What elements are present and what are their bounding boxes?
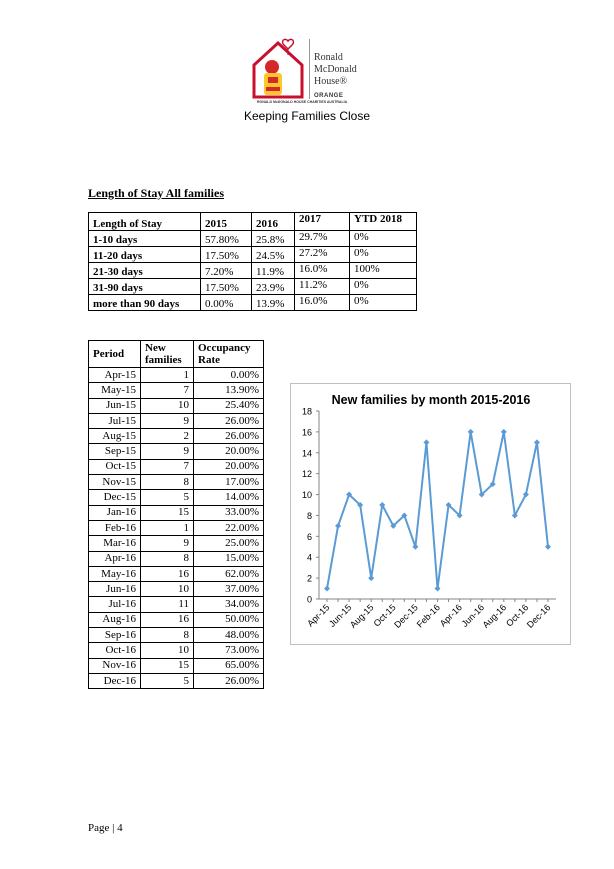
cell-2015: 7.20% [201,263,252,279]
occupancy-cell: 48.00% [194,628,264,643]
occupancy-cell: 25.40% [194,398,264,413]
table-row [89,398,264,413]
y-tick-label: 6 [306,531,312,542]
period-cell: Aug-15 [89,429,141,444]
period-cell: Nov-16 [89,658,141,673]
cell-ytd-2018: 0% [350,295,417,311]
occupancy-cell: 62.00% [194,566,264,581]
table-row [89,459,264,474]
table-row [89,612,264,627]
period-cell: Aug-16 [89,612,141,627]
table-header-row [89,213,417,231]
data-point [368,575,374,581]
cell-2015: 17.50% [201,279,252,295]
cell-2015: 57.80% [201,231,252,247]
row-label: 1-10 days [89,231,201,247]
new-families-cell: 8 [141,551,194,566]
new-families-cell: 5 [141,490,194,505]
line-chart [291,384,570,644]
cell-2016: 13.9% [252,295,295,311]
new-families-cell: 9 [141,413,194,428]
occupancy-cell: 25.00% [194,536,264,551]
table-row [89,413,264,428]
x-tick-label: Feb-16 [414,602,442,630]
period-cell: May-15 [89,383,141,398]
data-point [435,586,441,592]
table-row [89,536,264,551]
period-cell: Nov-15 [89,475,141,490]
tagline: Keeping Families Close [243,109,371,123]
logo-name-line3: House® [314,76,348,87]
cell-2017: 11.2% [295,279,350,295]
cell-2016: 24.5% [252,247,295,263]
period-cell: Sep-15 [89,444,141,459]
x-tick-label: Oct-15 [371,602,398,629]
occupancy-cell: 73.00% [194,643,264,658]
cell-2015: 0.00% [201,295,252,311]
period-cell: Mar-16 [89,536,141,551]
cell-ytd-2018: 0% [350,247,417,263]
cell-2016: 11.9% [252,263,295,279]
cell-2015: 17.50% [201,247,252,263]
table-row [89,658,264,673]
period-cell: Dec-16 [89,673,141,688]
period-cell: Oct-16 [89,643,141,658]
new-families-cell: 10 [141,643,194,658]
table-row [89,628,264,643]
period-cell: Jun-15 [89,398,141,413]
cell-ytd-2018: 0% [350,231,417,247]
section-title: Length of Stay All families [88,186,225,200]
logo-divider [309,39,310,99]
occupancy-cell: 26.00% [194,673,264,688]
y-tick-label: 16 [301,427,312,438]
occupancy-cell: 20.00% [194,459,264,474]
header-cell: 2016 [252,213,295,231]
chart-title: New families by month 2015-2016 [331,393,531,407]
row-label: more than 90 days [89,295,201,311]
data-point [545,544,551,550]
x-tick-label: Dec-15 [392,602,420,630]
table-row [89,368,264,383]
new-families-table [88,340,264,689]
occupancy-cell: 26.00% [194,413,264,428]
occupancy-cell: 33.00% [194,505,264,520]
period-cell: Jun-16 [89,582,141,597]
cell-ytd-2018: 0% [350,279,417,295]
period-cell: Jul-16 [89,597,141,612]
occupancy-cell: 14.00% [194,490,264,505]
table-row [89,383,264,398]
logo-name-line1: Ronald [314,52,343,63]
new-families-cell: 10 [141,582,194,597]
table-row [89,279,417,295]
y-tick-label: 2 [306,573,312,584]
y-tick-label: 10 [301,490,312,501]
new-families-cell: 5 [141,673,194,688]
y-tick-label: 12 [301,469,312,480]
new-families-cell: 15 [141,658,194,673]
x-tick-label: Apr-16 [437,602,465,629]
new-families-cell: 9 [141,444,194,459]
logo-charities-text: RONALD McDONALD HOUSE CHARITIES AUSTRALIA [257,100,348,104]
logo-wordmark [314,52,357,102]
table-row [89,444,264,459]
cell-ytd-2018: 100% [350,263,417,279]
y-tick-label: 0 [306,594,312,605]
new-families-cell: 10 [141,398,194,413]
x-tick-label: Jun-16 [459,602,487,629]
data-point [501,429,507,435]
data-point [324,586,330,592]
header-cell: YTD 2018 [350,213,417,231]
header-cell-new-families: New families [141,341,194,368]
period-cell: Jul-15 [89,413,141,428]
table-header-row [89,341,264,368]
cell-2016: 23.9% [252,279,295,295]
occupancy-cell: 0.00% [194,368,264,383]
occupancy-cell: 13.90% [194,383,264,398]
table-row [89,597,264,612]
occupancy-cell: 26.00% [194,429,264,444]
cell-2017: 29.7% [295,231,350,247]
data-point [412,544,418,550]
row-label: 31-90 days [89,279,201,295]
table-row [89,520,264,535]
new-families-cell: 1 [141,520,194,535]
new-families-cell: 9 [141,536,194,551]
cell-2017: 16.0% [295,295,350,311]
cell-2017: 27.2% [295,247,350,263]
cell-2016: 25.8% [252,231,295,247]
occupancy-cell: 17.00% [194,475,264,490]
period-cell: Jan-16 [89,505,141,520]
x-tick-label: Aug-15 [348,602,376,630]
new-families-cell: 16 [141,566,194,581]
logo-name-line2: McDonald [314,64,357,75]
new-families-cell: 11 [141,597,194,612]
new-families-cell: 15 [141,505,194,520]
x-tick-label: Jun-15 [326,602,354,629]
occupancy-cell: 22.00% [194,520,264,535]
table-row [89,490,264,505]
period-cell: Dec-15 [89,490,141,505]
header-cell-period: Period [89,341,141,368]
series-line [327,432,548,589]
x-tick-label: Aug-16 [480,602,509,630]
header-cell: 2017 [295,213,350,231]
x-tick-label: Apr-15 [305,602,332,629]
data-point [335,523,341,529]
period-cell: May-16 [89,566,141,581]
table-row [89,231,417,247]
new-families-cell: 7 [141,459,194,474]
new-families-cell: 7 [141,383,194,398]
period-cell: Oct-15 [89,459,141,474]
page-number: Page | 4 [88,822,123,834]
occupancy-cell: 65.00% [194,658,264,673]
period-table-body [89,368,264,689]
header-cell: Length of Stay [89,213,201,231]
length-of-stay-table [88,212,417,311]
row-label: 11-20 days [89,247,201,263]
cell-2017: 16.0% [295,263,350,279]
rmhc-logo [248,35,378,110]
occupancy-cell: 15.00% [194,551,264,566]
y-tick-label: 4 [306,552,312,563]
data-point [423,439,429,445]
period-cell: Apr-16 [89,551,141,566]
x-tick-label: Dec-16 [524,602,553,630]
new-families-cell: 8 [141,475,194,490]
table-row [89,582,264,597]
table-row [89,566,264,581]
y-tick-label: 18 [301,406,312,417]
table-row [89,263,417,279]
new-families-cell: 1 [141,368,194,383]
data-point [534,439,540,445]
occupancy-cell: 20.00% [194,444,264,459]
table-row [89,475,264,490]
table-row [89,643,264,658]
header-cell: 2015 [201,213,252,231]
period-cell: Feb-16 [89,520,141,535]
y-tick-label: 8 [306,510,312,521]
new-families-cell: 16 [141,612,194,627]
new-families-cell: 2 [141,429,194,444]
period-cell: Sep-16 [89,628,141,643]
y-tick-label: 14 [301,448,312,459]
x-tick-label: Oct-16 [504,602,531,629]
occupancy-cell: 37.00% [194,582,264,597]
occupancy-cell: 34.00% [194,597,264,612]
logo-location: ORANGE [314,93,344,99]
table-row [89,505,264,520]
table-row [89,429,264,444]
data-point [468,429,474,435]
table-row [89,551,264,566]
period-cell: Apr-15 [89,368,141,383]
table-row [89,673,264,688]
header-cell-occupancy: Occupancy Rate [194,341,264,368]
table-row [89,295,417,311]
occupancy-cell: 50.00% [194,612,264,627]
new-families-cell: 8 [141,628,194,643]
chart-container [290,383,571,645]
table-row [89,247,417,263]
row-label: 21-30 days [89,263,201,279]
